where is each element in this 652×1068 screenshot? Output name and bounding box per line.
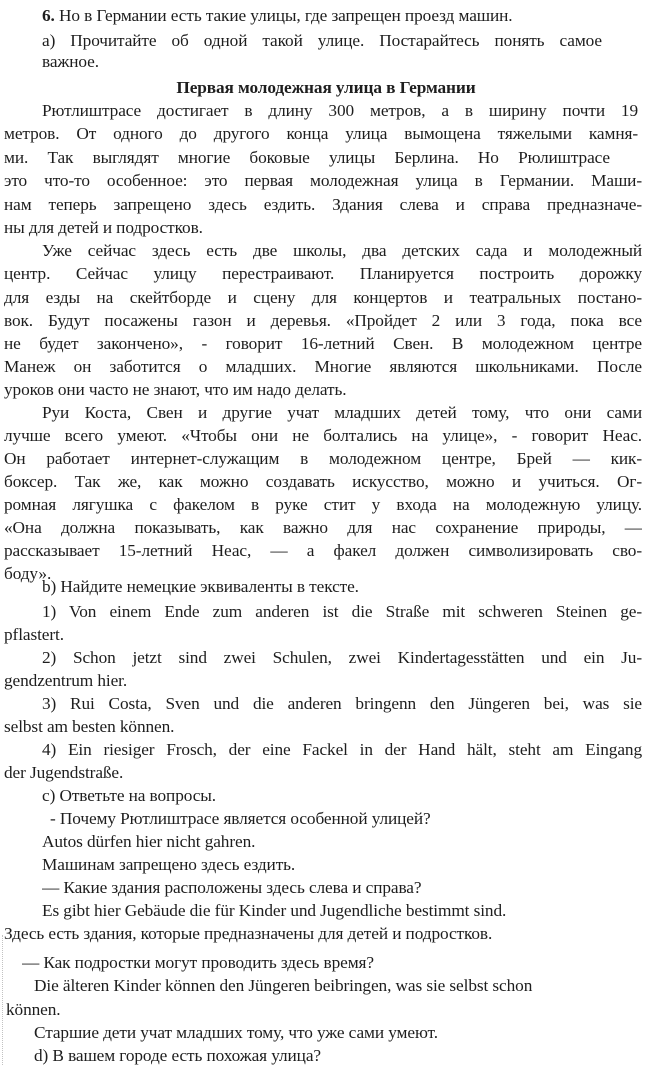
article-line: вок. Будут посажены газон и деревья. «Пройдет 2 или 3 года, пока все bbox=[4, 311, 642, 330]
article-line: Рютлиштрасе достигает в длину 300 метров, а в ширину почти 19 bbox=[42, 101, 638, 120]
article-line: Он работает интернет-служащим в молодежном центре, Брей — кик- bbox=[4, 449, 642, 468]
question-1: - Почему Рютлиштрасе является особенной улицей? bbox=[50, 809, 431, 828]
answer-2-de: Es gibt hier Gebäude die für Kinder und Jugendliche bestimmt sind. bbox=[42, 901, 507, 920]
part-b-line: der Jugendstraße. bbox=[4, 763, 124, 782]
article-line: нам теперь запрещено здесь ездить. Здания слева и справа предназначе- bbox=[4, 195, 642, 214]
part-d-heading: d) В вашем городе есть похожая улица? bbox=[34, 1046, 321, 1065]
part-b-line: selbst am besten können. bbox=[4, 717, 175, 736]
part-b-line: pflastert. bbox=[4, 625, 64, 644]
article-line: Руи Коста, Свен и другие учат младших детей тому, что они сами bbox=[42, 403, 642, 422]
article-line: не будет закончено», - говорит 16-летний Свен. В молодежном центре bbox=[4, 334, 642, 353]
article-line: ромная лягушка с факелом в руке стит у входа на молодежную улицу. bbox=[4, 495, 642, 514]
article-title: Первая молодежная улица в Германии bbox=[176, 78, 476, 97]
answer-1-de: Autos dürfen hier nicht gahren. bbox=[42, 832, 256, 851]
article-line: «Она должна показывать, как важно для нас сохранение природы, — bbox=[4, 518, 642, 537]
answer-2-ru: Здесь есть здания, которые предназначены для детей и подростков. bbox=[4, 924, 493, 943]
article-line: Уже сейчас здесь есть две школы, два детских сада и молодежный bbox=[42, 241, 642, 260]
article-line: метров. От одного до другого конца улица вымощена тяжелыми камня- bbox=[4, 124, 638, 143]
part-a-line-1: а) Прочитайте об одной такой улице. Постарайтесь понять самое bbox=[42, 31, 602, 50]
answer-3-de-line-2: können. bbox=[6, 1000, 61, 1019]
answer-1-ru: Машинам запрещено здесь ездить. bbox=[42, 855, 296, 874]
part-a-line-2: важное. bbox=[42, 52, 99, 71]
article-line: боду». bbox=[4, 564, 52, 583]
article-line: ны для детей и подростков. bbox=[4, 218, 203, 237]
part-b-line: 1) Von einem Ende zum anderen ist die Straße mit schweren Steinen ge- bbox=[42, 602, 642, 621]
article-line: это что-то особенное: это первая молодежная улица в Германии. Маши- bbox=[4, 171, 642, 190]
question-2: — Какие здания расположены здесь слева и справа? bbox=[42, 878, 422, 897]
task-number: 6. bbox=[42, 6, 55, 25]
answer-3-ru: Старшие дети учат младших тому, что уже сами умеют. bbox=[34, 1023, 438, 1042]
answer-3-de-line-1: Die älteren Kinder können den Jüngeren beibringen, was sie selbst schon bbox=[34, 976, 533, 995]
question-3: — Как подростки могут проводить здесь время? bbox=[22, 953, 374, 972]
task-intro: Но в Германии есть такие улицы, где запрещен проезд машин. bbox=[59, 6, 513, 25]
article-line: уроков они часто не знают, что им надо делать. bbox=[4, 380, 347, 399]
article-line: рассказывает 15-летний Неас, — а факел должен символизировать сво- bbox=[4, 541, 642, 560]
article-line: ми. Так выглядят многие боковые улицы Берлина. Но Рюлиштрасе bbox=[4, 148, 610, 167]
part-b-heading: b) Найдите немецкие эквиваленты в тексте. bbox=[42, 577, 359, 596]
article-line: лучше всего умеют. «Чтобы они не болтались на улице», - говорит Неас. bbox=[4, 426, 642, 445]
part-b-line: 3) Rui Costa, Sven und die anderen bringenn den Jüngeren bei, was sie bbox=[42, 694, 642, 713]
part-b-line: gendzentrum hier. bbox=[4, 671, 128, 690]
article-line: боксер. Так же, как можно создавать искусство, можно и учиться. Ог- bbox=[4, 472, 642, 491]
article-line: Манеж он заботится о младших. Многие являются школьниками. После bbox=[4, 357, 642, 376]
article-line: для езды на скейтборде и сцену для концертов и театральных постано- bbox=[4, 288, 642, 307]
task-intro-line bbox=[0, 4, 652, 27]
scan-margin-mark bbox=[2, 935, 11, 1065]
article-line: центр. Сейчас улицу перестраивают. Планируется построить дорожку bbox=[4, 264, 642, 283]
part-b-line: 4) Ein riesiger Frosch, der eine Fackel in der Hand hält, steht am Eingang bbox=[42, 740, 642, 759]
part-b-line: 2) Schon jetzt sind zwei Schulen, zwei Kindertagesstätten und ein Ju- bbox=[42, 648, 642, 667]
part-c-heading: c) Ответьте на вопросы. bbox=[42, 786, 217, 805]
